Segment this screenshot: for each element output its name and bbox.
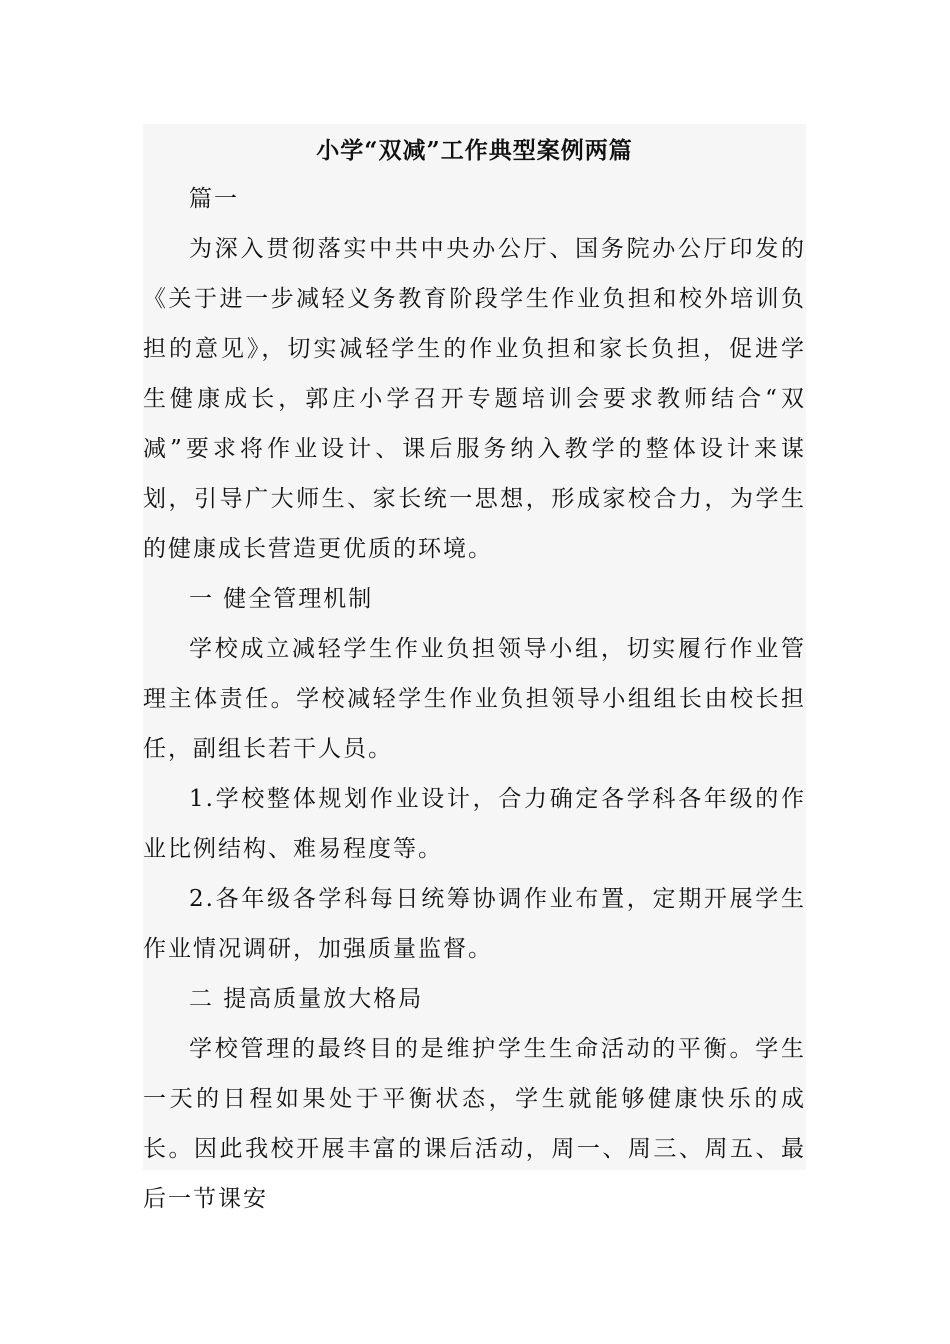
body-paragraph: 学校成立减轻学生作业负担领导小组，切实履行作业管理主体责任。学校减轻学生作业负担领导小组组长由校长担任，副组长若干人员。 xyxy=(143,636,806,762)
section-heading-1: 一 健全管理机制 xyxy=(189,586,374,612)
list-item-2: 2.各年级各学科每日统筹协调作业布置，定期开展学生作业情况调研，加强质量监督。 xyxy=(143,886,806,962)
body-paragraph: 学校管理的最终目的是维护学生生命活动的平衡。学生一天的日程如果处于平衡状态，学生就能够健康快乐的成长。因此我校开展丰富的课后活动，周一、周三、周五、最后一节课安 xyxy=(143,1036,806,1212)
document-body xyxy=(143,124,806,1212)
intro-paragraph: 为深入贯彻落实中共中央办公厅、国务院办公厅印发的《关于进一步减轻义务教育阶段学生作业负担和校外培训负担的意见》，切实减轻学生的作业负担和家长负担，促进学生健康成长，郭庄小学召开专题培训会要求教师结合“双减”要求将作业设计、课后服务纳入教学的整体设计来谋划，引导广大师生、家长统一思想，形成家校合力，为学生的健康成长营造更优质的环境。 xyxy=(143,236,806,562)
section-heading-2: 二 提高质量放大格局 xyxy=(189,986,424,1012)
list-item-1: 1.学校整体规划作业设计，合力确定各学科各年级的作业比例结构、难易程度等。 xyxy=(143,786,806,862)
section-label: 篇一 xyxy=(189,186,239,212)
document-title: 小学“双减”工作典型案例两篇 xyxy=(316,137,633,164)
document-content xyxy=(143,174,806,1224)
